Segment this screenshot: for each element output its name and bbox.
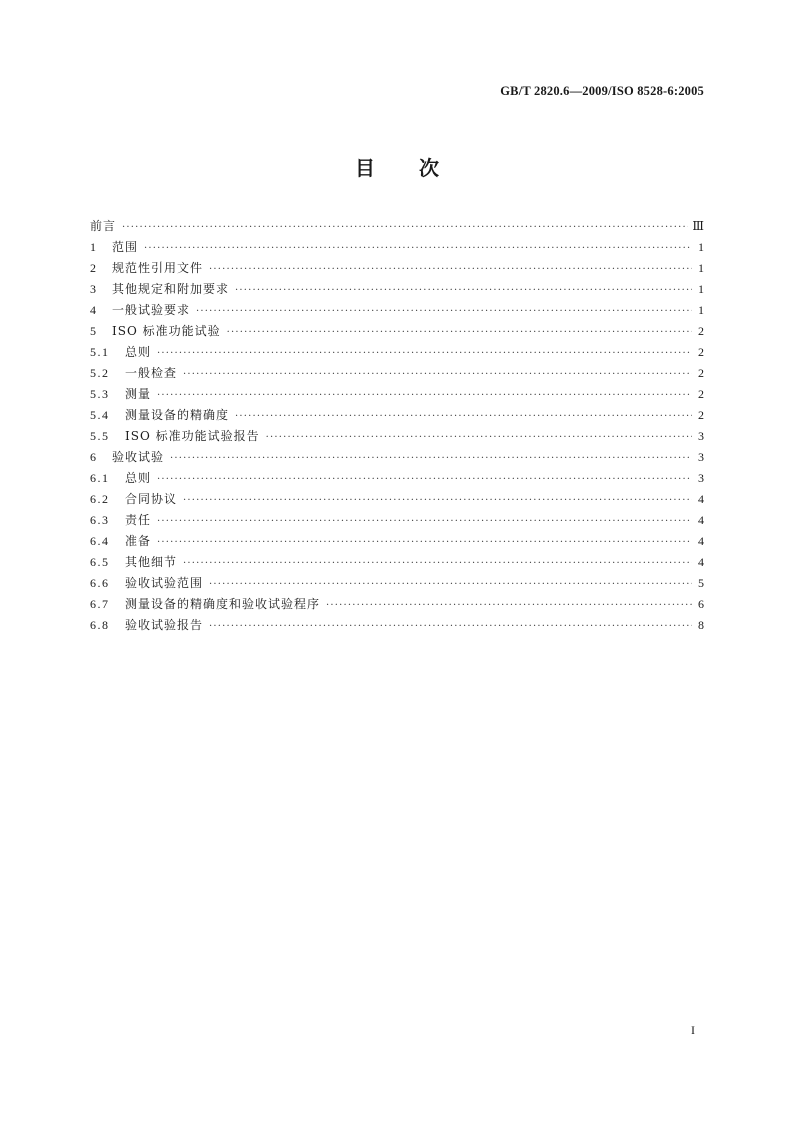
toc-entry[interactable] xyxy=(90,301,704,322)
toc-entry[interactable] xyxy=(90,490,704,511)
toc-entry-label: 验收试验 xyxy=(112,450,165,464)
toc-entry-label: ISO 标准功能试验 xyxy=(112,324,221,338)
toc-entry-label: 验收试验报告 xyxy=(125,618,204,632)
toc-entry-page: 2 xyxy=(698,366,704,380)
toc-entry-number: 3 xyxy=(90,282,98,296)
toc-dot-leader xyxy=(157,348,692,359)
toc-entry-number: 6.3 xyxy=(90,513,110,527)
toc-entry[interactable] xyxy=(90,406,704,427)
table-of-contents xyxy=(90,217,704,637)
toc-entry-page: 3 xyxy=(698,450,704,464)
toc-entry-label: 范围 xyxy=(112,240,139,254)
toc-entry-page: 2 xyxy=(698,387,704,401)
standard-id: GB/T 2820.6—2009/ISO 8528-6:2005 xyxy=(500,84,704,98)
toc-dot-leader xyxy=(209,621,692,632)
toc-entry-page: 3 xyxy=(698,429,704,443)
toc-entry-label: 测量设备的精确度 xyxy=(125,408,230,422)
toc-entry-label: 前言 xyxy=(90,219,117,233)
toc-dot-leader xyxy=(183,558,692,569)
toc-entry[interactable] xyxy=(90,469,704,490)
toc-entry-label: 测量 xyxy=(125,387,152,401)
toc-entry-label: 测量设备的精确度和验收试验程序 xyxy=(125,597,321,611)
toc-entry[interactable] xyxy=(90,217,704,238)
toc-dot-leader xyxy=(157,474,692,485)
title-char-1: 目 xyxy=(355,156,375,180)
toc-dot-leader xyxy=(266,432,692,443)
toc-entry-label: 责任 xyxy=(125,513,152,527)
toc-entry-number: 5 xyxy=(90,324,98,338)
title-char-2: 次 xyxy=(419,156,439,180)
toc-entry[interactable] xyxy=(90,238,704,259)
toc-entry[interactable] xyxy=(90,595,704,616)
toc-entry[interactable] xyxy=(90,448,704,469)
toc-entry-page: 1 xyxy=(698,282,704,296)
toc-entry[interactable] xyxy=(90,511,704,532)
toc-entry[interactable] xyxy=(90,259,704,280)
toc-entry-number: 5.2 xyxy=(90,366,110,380)
toc-entry-page: 1 xyxy=(698,240,704,254)
toc-entry-number: 6.5 xyxy=(90,555,110,569)
toc-entry-number: 2 xyxy=(90,261,98,275)
toc-entry-page: 4 xyxy=(698,555,704,569)
toc-entry-label: 总则 xyxy=(125,345,152,359)
toc-entry-label: 合同协议 xyxy=(125,492,178,506)
toc-dot-leader xyxy=(157,537,692,548)
page-title xyxy=(0,152,794,181)
toc-entry[interactable] xyxy=(90,343,704,364)
toc-entry-page: 1 xyxy=(698,303,704,317)
toc-entry-label: 准备 xyxy=(125,534,152,548)
toc-entry-number: 6.6 xyxy=(90,576,110,590)
toc-entry-label: ISO 标准功能试验报告 xyxy=(125,429,260,443)
toc-dot-leader xyxy=(227,327,692,338)
toc-entry-page: 2 xyxy=(698,324,704,338)
toc-dot-leader xyxy=(144,243,692,254)
toc-entry-label: 其他规定和附加要求 xyxy=(112,282,230,296)
toc-entry-number: 4 xyxy=(90,303,98,317)
toc-dot-leader xyxy=(170,453,692,464)
toc-entry[interactable] xyxy=(90,532,704,553)
toc-entry-number: 6.2 xyxy=(90,492,110,506)
toc-entry[interactable] xyxy=(90,574,704,595)
toc-entry-page: 2 xyxy=(698,408,704,422)
toc-dot-leader xyxy=(122,222,688,233)
toc-entry[interactable] xyxy=(90,322,704,343)
toc-dot-leader xyxy=(326,600,692,611)
toc-entry-label: 其他细节 xyxy=(125,555,178,569)
toc-entry[interactable] xyxy=(90,553,704,574)
toc-entry-label: 规范性引用文件 xyxy=(112,261,204,275)
toc-entry-number: 5.5 xyxy=(90,429,110,443)
toc-entry-page: 1 xyxy=(698,261,704,275)
toc-entry-page: 5 xyxy=(698,576,704,590)
toc-entry-label: 一般试验要求 xyxy=(112,303,191,317)
toc-entry-page: 3 xyxy=(698,471,704,485)
toc-entry-number: 5.4 xyxy=(90,408,110,422)
toc-dot-leader xyxy=(235,285,692,296)
toc-entry-page: 2 xyxy=(698,345,704,359)
toc-dot-leader xyxy=(209,579,692,590)
toc-dot-leader xyxy=(209,264,692,275)
toc-entry-number: 5.3 xyxy=(90,387,110,401)
toc-entry-page: 4 xyxy=(698,513,704,527)
toc-entry-number: 5.1 xyxy=(90,345,110,359)
toc-entry-label: 一般检查 xyxy=(125,366,178,380)
toc-entry[interactable] xyxy=(90,280,704,301)
toc-dot-leader xyxy=(157,390,692,401)
toc-dot-leader xyxy=(235,411,692,422)
toc-dot-leader xyxy=(183,369,692,380)
toc-entry-page: 4 xyxy=(698,492,704,506)
toc-entry[interactable] xyxy=(90,427,704,448)
toc-dot-leader xyxy=(196,306,692,317)
toc-entry-page: 4 xyxy=(698,534,704,548)
toc-entry-number: 6.7 xyxy=(90,597,110,611)
toc-entry-label: 验收试验范围 xyxy=(125,576,204,590)
page-number: I xyxy=(691,1023,695,1037)
toc-dot-leader xyxy=(157,516,692,527)
toc-entry-number: 6.4 xyxy=(90,534,110,548)
standard-number-header xyxy=(500,84,704,99)
toc-entry-page: 6 xyxy=(698,597,704,611)
toc-entry[interactable] xyxy=(90,616,704,637)
toc-entry[interactable] xyxy=(90,364,704,385)
toc-entry-label: 总则 xyxy=(125,471,152,485)
toc-dot-leader xyxy=(183,495,692,506)
toc-entry-number: 1 xyxy=(90,240,98,254)
toc-entry[interactable] xyxy=(90,385,704,406)
toc-entry-number: 6 xyxy=(90,450,98,464)
toc-entry-number: 6.8 xyxy=(90,618,110,632)
toc-entry-number: 6.1 xyxy=(90,471,110,485)
toc-entry-page: Ⅲ xyxy=(692,219,704,233)
toc-entry-page: 8 xyxy=(698,618,704,632)
